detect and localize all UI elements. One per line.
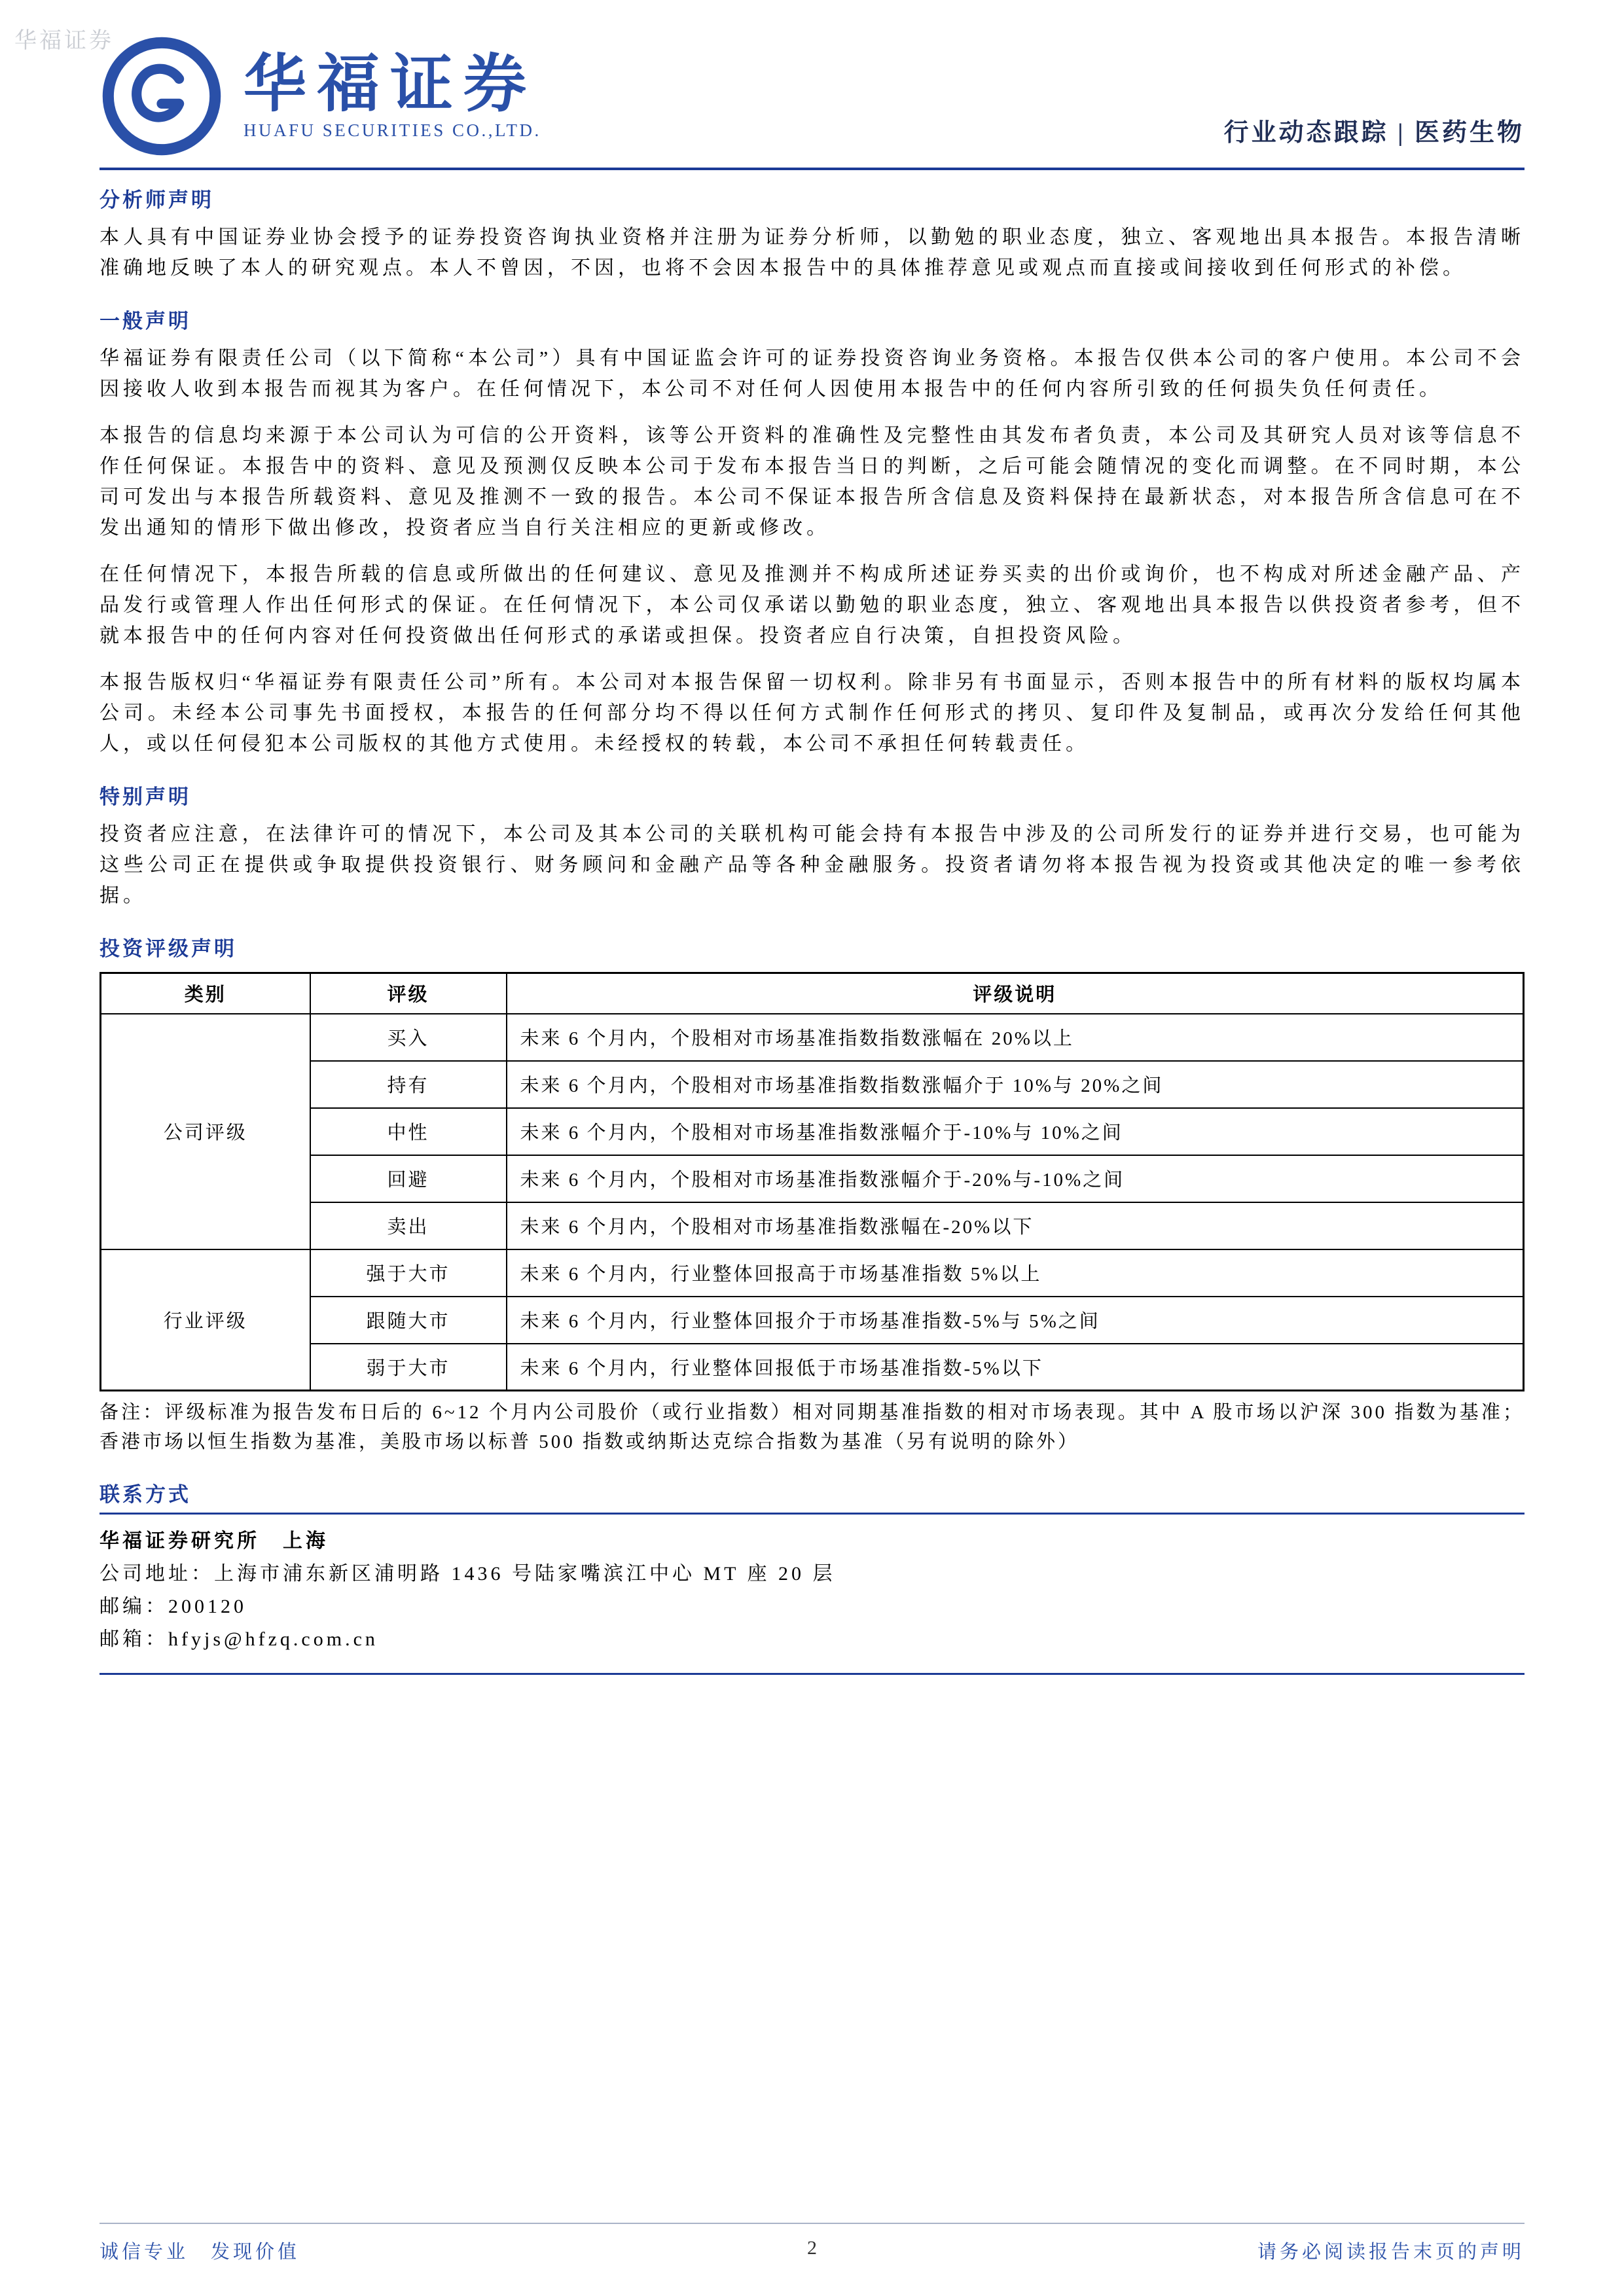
table-row — [101, 1297, 1524, 1344]
rating-buy-desc: 未来 6 个月内，个股相对市场基准指数指数涨幅在 20%以上 — [507, 1014, 1524, 1061]
rating-underperform: 弱于大市 — [310, 1344, 507, 1391]
rating-neutral-desc: 未来 6 个月内，个股相对市场基准指数涨幅介于-10%与 10%之间 — [507, 1108, 1524, 1155]
rating-avoid: 回避 — [310, 1155, 507, 1202]
rating-underperform-desc: 未来 6 个月内，行业整体回报低于市场基准指数-5%以下 — [507, 1344, 1524, 1391]
section-title-analyst-statement: 分析师声明 — [99, 188, 214, 211]
general-paragraph-2: 本报告的信息均来源于本公司认为可信的公开资料，该等公开资料的准确性及完整性由其发布者负责，本公司及其研究人员对该等信息不作任何保证。本报告中的资料、意见及预测仅反映本公司于发布本报告当日的判断，之后可能会随情况的变化而调整。在不同时期，本公司可发出与本报告所载资料、意见及推测不一致的报告。本公司不保证本报告所含信息及资料保持在最新状态，对本报告所含信息可在不发出通知的情形下做出修改，投资者应当自行关注相应的更新或修改。 — [99, 425, 1525, 539]
contact-zip: 邮编：200120 — [99, 1596, 247, 1617]
rating-sell-desc: 未来 6 个月内，个股相对市场基准指数涨幅在-20%以下 — [507, 1202, 1524, 1249]
rating-avoid-desc: 未来 6 个月内，个股相对市场基准指数涨幅介于-20%与-10%之间 — [507, 1155, 1524, 1202]
rating-outperform-desc: 未来 6 个月内，行业整体回报高于市场基准指数 5%以上 — [507, 1249, 1524, 1297]
logo-cn-name: 华福证券 — [244, 49, 537, 120]
section-title-special-statement: 特别声明 — [99, 785, 191, 808]
table-row — [101, 1108, 1524, 1155]
general-paragraph-1: 华福证券有限责任公司（以下简称“本公司”）具有中国证监会许可的证券投资咨询业务资格。本报告仅供本公司的客户使用。本公司不会因接收人收到本报告而视其为客户。在任何情况下，本公司不对任何人因使用本报告中的任何内容所引致的任何损失负任何责任。 — [99, 348, 1525, 400]
contact-email: 邮箱：hfyjs@hfzq.com.cn — [99, 1628, 378, 1650]
table-row — [101, 1061, 1524, 1108]
contact-block — [99, 1525, 1525, 1656]
col-header-rating: 评级 — [310, 973, 507, 1014]
special-paragraph: 投资者应注意，在法律许可的情况下，本公司及其本公司的关联机构可能会持有本报告中涉及的公司所发行的证券并进行交易，也可能为这些公司正在提供或争取提供投资银行、财务顾问和金融产品等各种金融服务。投资者请勿将本报告视为投资或其他决定的唯一参考依据。 — [99, 823, 1525, 906]
rating-hold-desc: 未来 6 个月内，个股相对市场基准指数指数涨幅介于 10%与 20%之间 — [507, 1061, 1524, 1108]
page-number: 2 — [807, 2237, 817, 2259]
category-industry-rating: 行业评级 — [101, 1249, 310, 1391]
page-header — [99, 34, 1525, 168]
rating-inline-desc: 未来 6 个月内，行业整体回报介于市场基准指数-5%与 5%之间 — [507, 1297, 1524, 1344]
contact-address: 公司地址：上海市浦东新区浦明路 1436 号陆家嘴滨江中心 MT 座 20 层 — [99, 1563, 836, 1585]
rating-buy: 买入 — [310, 1014, 507, 1061]
contact-bottom-divider — [99, 1673, 1525, 1675]
table-row — [101, 1344, 1524, 1391]
footer-slogan: 诚信专业 发现价值 — [99, 2242, 300, 2263]
logo-text — [244, 49, 541, 141]
huafu-logo — [99, 34, 541, 158]
footer-divider — [99, 2223, 1525, 2224]
table-row — [101, 1202, 1524, 1249]
rating-outperform: 强于大市 — [310, 1249, 507, 1297]
section-title-contact: 联系方式 — [99, 1483, 191, 1506]
huafu-logo-icon — [99, 34, 224, 158]
analyst-paragraph: 本人具有中国证券业协会授予的证券投资咨询执业资格并注册为证券分析师，以勤勉的职业态度，独立、客观地出具本报告。本报告清晰准确地反映了本人的研究观点。本人不曾因，不因，也将不会因本报告中的具体推荐意见或观点而直接或间接收到任何形式的补偿。 — [99, 226, 1525, 279]
general-paragraph-3: 在任何情况下，本报告所载的信息或所做出的任何建议、意见及推测并不构成所述证券买卖的出价或询价，也不构成对所述金融产品、产品发行或管理人作出任何形式的保证。在任何情况下，本公司仅承诺以勤勉的职业态度，独立、客观地出具本报告以供投资者参考，但不就本报告中的任何内容对任何投资做出任何形式的承诺或担保。投资者应自行决策，自担投资风险。 — [99, 564, 1525, 647]
logo-en-name: HUAFU SECURITIES CO.,LTD. — [244, 120, 541, 140]
rating-table — [99, 972, 1525, 1391]
section-title-general-statement: 一般声明 — [99, 310, 191, 332]
table-row — [101, 1155, 1524, 1202]
rating-note: 备注：评级标准为报告发布日后的 6~12 个月内公司股价（或行业指数）相对同期基准指数的相对市场表现。其中 A 股市场以沪深 300 指数为基准；香港市场以恒生指数为基准，美股市场以标普 500 指数或纳斯达克综合指数为基准（另有说明的除外） — [99, 1402, 1525, 1452]
page-footer — [99, 2223, 1525, 2265]
rating-neutral: 中性 — [310, 1108, 507, 1155]
table-row — [101, 1014, 1524, 1061]
report-category-title: 行业动态跟踪 | 医药生物 — [1223, 119, 1525, 147]
footer-disclaimer-note: 请务必阅读报告末页的声明 — [1257, 2242, 1525, 2263]
general-paragraph-4: 本报告版权归“华福证券有限责任公司”所有。本公司对本报告保留一切权利。除非另有书面显示，否则本报告中的所有材料的版权均属本公司。未经本公司事先书面授权，本报告的任何部分均不得以任何方式制作任何形式的拷贝、复印件及复制品，或再次分发给任何其他人，或以任何侵犯本公司版权的其他方式使用。未经授权的转载，本公司不承担任何转载责任。 — [99, 672, 1525, 755]
contact-top-divider — [99, 1513, 1525, 1515]
col-header-description: 评级说明 — [507, 973, 1524, 1014]
table-row — [101, 1249, 1524, 1297]
rating-hold: 持有 — [310, 1061, 507, 1108]
contact-institute: 华福证券研究所 上海 — [99, 1530, 329, 1552]
rating-sell: 卖出 — [310, 1202, 507, 1249]
header-divider — [99, 168, 1525, 170]
watermark-text: 华福证券 — [14, 29, 114, 53]
section-title-rating-statement: 投资评级声明 — [99, 937, 237, 960]
col-header-category: 类别 — [101, 973, 310, 1014]
rating-table-header-row — [101, 973, 1524, 1014]
category-company-rating: 公司评级 — [101, 1014, 310, 1249]
rating-inline: 跟随大市 — [310, 1297, 507, 1344]
